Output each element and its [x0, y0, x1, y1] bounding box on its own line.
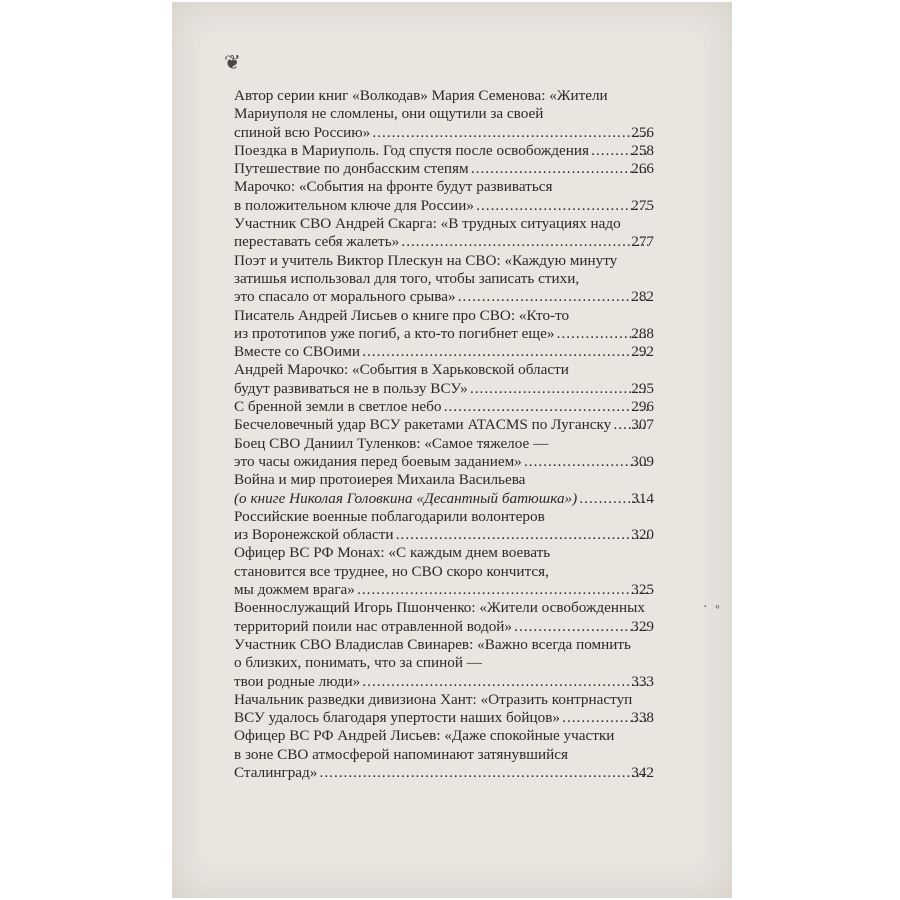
toc-entry: [234, 435, 654, 472]
toc-page-number: 314: [631, 489, 654, 507]
toc-entry-last-line: [234, 141, 654, 160]
toc-entry-title-line: это спасало от морального срыва»: [234, 288, 456, 306]
toc-entry: [234, 307, 654, 344]
toc-page-number: 277: [631, 233, 654, 251]
toc-entry-title-line: в положительном ключе для России»: [234, 196, 474, 214]
toc-page-number: 307: [631, 416, 654, 434]
toc-entry-title-line: Поездка в Мариуполь. Год спустя после освобождения: [234, 141, 589, 159]
toc-page-number: 342: [631, 763, 654, 781]
toc-entry-last-line: [234, 288, 654, 306]
toc-entry-title-line: переставать себя жалеть»: [234, 233, 400, 251]
toc-entry: [234, 361, 654, 398]
toc-entry-last-line: [234, 160, 654, 178]
toc-entry-last-line: [234, 343, 654, 361]
toc-entry-title-line: (о книге Николая Головкина «Десантный батюшка»): [234, 489, 578, 507]
toc-entry-title-line: С бренной земли в светлое небо: [234, 398, 442, 416]
toc-entry-title-line: Бесчеловечный удар ВСУ ракетами ATACMS по Луганску: [234, 416, 612, 434]
toc-entry-last-line: [234, 709, 654, 727]
toc-entry-title-line: становится все труднее, но СВО скоро кончится,: [234, 562, 549, 580]
toc-entry-title-line: Война и мир протоиерея Михаила Васильева: [234, 471, 526, 489]
toc-page-number: 282: [631, 288, 654, 306]
table-of-contents: [234, 87, 654, 782]
toc-entry-title-line: о близких, понимать, что за спиной —: [234, 654, 482, 672]
toc-entry-title-line: Участник СВО Владислав Свинарев: «Важно всегда помнить: [234, 635, 631, 653]
toc-entry: [234, 416, 654, 434]
toc-entry-last-line: [234, 233, 654, 251]
dot-leader: [357, 581, 648, 599]
toc-entry-last-line: [234, 489, 654, 508]
dot-leader: [444, 398, 649, 416]
toc-entry: [234, 160, 654, 178]
dot-leader: [471, 160, 649, 178]
toc-page-number: 296: [631, 398, 654, 416]
toc-entry-title-line: Боец СВО Даниил Туленков: «Самое тяжелое —: [234, 434, 549, 452]
toc-entry-title-line: Вместе со СВОими: [234, 343, 361, 361]
toc-entry-title-line: Офицер ВС РФ Андрей Лисьев: «Даже спокойные участки: [234, 727, 615, 745]
toc-entry-title-line: Андрей Марочко: «События в Харьковской области: [234, 361, 569, 379]
toc-entry-last-line: [234, 526, 654, 544]
toc-entry-title-line: из прототипов уже погиб, а кто-то погибнет еще»: [234, 324, 555, 342]
toc-entry-last-line: [234, 416, 654, 434]
paper-speck: · ◦: [702, 600, 722, 615]
toc-entry-last-line: [234, 581, 654, 599]
dot-leader: [401, 233, 648, 251]
toc-entry: [234, 636, 654, 691]
toc-page-number: 309: [631, 452, 654, 470]
toc-entry-title-line: Марочко: «События на фронте будут развиваться: [234, 178, 553, 196]
toc-entry-title-line: из Воронежской области: [234, 526, 394, 544]
book-page: [172, 2, 732, 898]
dot-leader: [362, 343, 648, 361]
toc-entry: [234, 178, 654, 215]
toc-entry-title-line: Офицер ВС РФ Монах: «С каждым днем воевать: [234, 544, 551, 562]
dot-leader: [372, 124, 648, 142]
toc-page-number: 295: [631, 379, 654, 397]
toc-entry: [234, 471, 654, 508]
dot-leader: [362, 673, 648, 691]
toc-entry: [234, 544, 654, 599]
toc-page-number: 275: [631, 196, 654, 214]
dot-leader: [524, 453, 648, 471]
dot-leader: [396, 526, 649, 544]
toc-entry-title-line: это часы ожидания перед боевым заданием»: [234, 452, 522, 470]
toc-entry: [234, 508, 654, 545]
toc-entry-title-line: Поэт и учитель Виктор Плескун на СВО: «Каждую минуту: [234, 251, 618, 269]
toc-page-number: 266: [631, 160, 654, 178]
toc-entry-last-line: [234, 617, 654, 636]
toc-entry: [234, 599, 654, 636]
toc-entry-last-line: [234, 398, 654, 416]
toc-entry-title-line: Участник СВО Андрей Скарга: «В трудных ситуациях надо: [234, 215, 621, 233]
toc-entry-title-line: Автор серии книг «Волкодав» Мария Семенова: «Жители: [234, 87, 608, 104]
toc-entry-last-line: [234, 123, 654, 142]
toc-entry-last-line: [234, 196, 654, 215]
toc-entry-title-line: Путешествие по донбасским степям: [234, 160, 469, 178]
toc-page-number: 288: [631, 324, 654, 342]
toc-entry-title-line: территорий поили нас отравленной водой»: [234, 617, 513, 635]
dot-leader: [319, 764, 648, 782]
toc-entry-title-line: спиной всю Россию»: [234, 123, 371, 141]
toc-entry: [234, 215, 654, 252]
toc-entry-title-line: в зоне СВО атмосферой напоминают затянувшийся: [234, 745, 568, 763]
toc-entry-last-line: [234, 763, 654, 782]
toc-entry: [234, 343, 654, 361]
toc-entry-title-line: Писатель Андрей Лисьев о книге про СВО: «Кто-то: [234, 306, 570, 324]
toc-entry: [234, 727, 654, 782]
toc-page-number: 292: [631, 343, 654, 361]
toc-entry-title-line: Мариуполя не сломлены, они ощутили за своей: [234, 105, 544, 123]
toc-page-number: 329: [631, 617, 654, 635]
toc-entry-title-line: затишья использовал для того, чтобы записать стихи,: [234, 269, 580, 287]
dot-leader: [458, 288, 649, 306]
toc-page-number: 325: [631, 581, 654, 599]
toc-entry-title-line: мы дожмем врага»: [234, 581, 355, 599]
toc-entry: [234, 142, 654, 160]
toc-entry-title-line: Сталинград»: [234, 763, 318, 781]
dot-leader: [470, 380, 648, 398]
toc-entry-last-line: [234, 379, 654, 398]
toc-entry: [234, 252, 654, 307]
toc-entry-title-line: Военнослужащий Игорь Пшонченко: «Жители освобожденных: [234, 599, 645, 617]
ornament-icon: ❦: [224, 52, 241, 74]
toc-entry: [234, 691, 654, 728]
toc-entry: [234, 87, 654, 142]
toc-page-number: 333: [631, 672, 654, 690]
toc-entry-title-line: Российские военные поблагодарили волонтеров: [234, 507, 545, 525]
toc-page-number: 256: [631, 123, 654, 141]
toc-page-number: 338: [631, 709, 654, 727]
toc-page-number: 320: [631, 526, 654, 544]
dot-leader: [476, 197, 648, 215]
toc-page-number: 258: [631, 141, 654, 159]
dot-leader: [514, 618, 648, 636]
toc-entry-title-line: ВСУ удалось благодаря упертости наших бойцов»: [234, 709, 560, 727]
toc-entry: [234, 398, 654, 416]
toc-entry-last-line: [234, 324, 654, 343]
toc-entry-title-line: будут развиваться не в пользу ВСУ»: [234, 379, 468, 397]
toc-entry-last-line: [234, 452, 654, 471]
toc-entry-title-line: твои родные люди»: [234, 672, 361, 690]
toc-entry-last-line: [234, 672, 654, 691]
toc-entry-title-line: Начальник разведки дивизиона Хант: «Отразить контрнаступ: [234, 690, 633, 708]
